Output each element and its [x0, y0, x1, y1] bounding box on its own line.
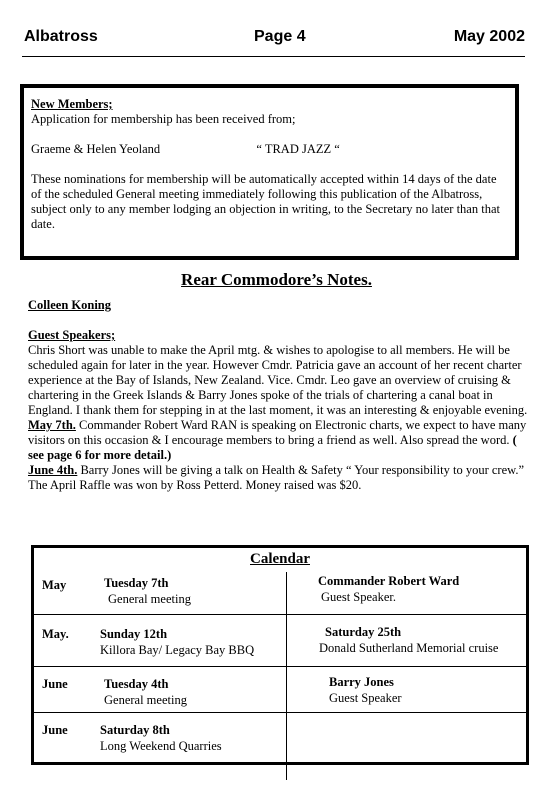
- issue-date: May 2002: [453, 28, 525, 45]
- calendar-right-title: Barry Jones: [329, 675, 394, 689]
- calendar-date: Tuesday 7th: [104, 576, 169, 590]
- may7-paragraph: [28, 418, 528, 463]
- calendar-date: Sunday 12th: [100, 627, 168, 641]
- raffle-result: The April Raffle was won by Ross Petterd. Money raised was $20.: [28, 478, 362, 492]
- calendar-right-sub: Guest Speaker.: [321, 590, 396, 604]
- page-number: Page 4: [254, 28, 306, 45]
- section-title: Rear Commodore’s Notes.: [181, 270, 372, 289]
- calendar-month: June: [42, 723, 68, 737]
- new-members-box: [20, 84, 519, 260]
- calendar-month: May.: [42, 627, 69, 641]
- calendar-title: Calendar: [250, 551, 310, 567]
- calendar-row: [34, 712, 526, 763]
- guest-speakers-paragraph: Chris Short was unable to make the April mtg. & wishes to apologise to all members. He will be scheduled again for later in the year. However Cmdr. Patricia gave an account of her recent charter experience at the Bay of Islands, New Zealand. Vice. Cmdr. Leo gave an overview of cruising & chartering in the Greek Islands & Barry Jones spoke of the trials of chartering a canal boat in England. I thank them for stepping in at the last moment, it was an interesting & enjoyable evening.: [28, 343, 528, 417]
- calendar-right-title: Saturday 25th: [325, 625, 402, 639]
- calendar-date: Saturday 8th: [100, 723, 170, 737]
- newsletter-name: Albatross: [24, 28, 98, 45]
- applicant-name: Graeme & Helen Yeoland: [31, 142, 161, 156]
- calendar-month: June: [42, 677, 68, 691]
- calendar-row: [34, 572, 526, 610]
- calendar-box: [31, 545, 529, 765]
- calendar-row: [34, 666, 526, 713]
- june4-paragraph: [28, 463, 528, 478]
- author-name: Colleen Koning: [28, 298, 111, 312]
- may7-text: Commander Robert Ward RAN is speaking on Electronic charts, we expect to have many visitors on this occasion & I encourage members to bring a friend as well. Also spread the word.: [28, 418, 527, 447]
- nomination-notice: These nominations for membership will be automatically accepted within 14 days of the date of the scheduled General meeting immediately following this publication of the Albatross, subject only to any member lodging an objection in writing, to the Secretary no later than that date.: [31, 172, 500, 231]
- june4-label: June 4th.: [28, 463, 78, 477]
- calendar-right-sub: Guest Speaker: [329, 691, 402, 705]
- new-members-intro: Application for membership has been received from;: [31, 112, 296, 126]
- calendar-right-sub: Donald Sutherland Memorial cruise: [319, 641, 499, 655]
- may7-reference: ( see page 6 for more detail.): [28, 433, 517, 462]
- new-members-heading: New Members;: [31, 97, 113, 111]
- applicant-boat: “ TRAD JAZZ “: [256, 142, 340, 156]
- header-rule: [22, 56, 525, 57]
- calendar-event: General meeting: [104, 693, 187, 707]
- june4-text: Barry Jones will be giving a talk on Health & Safety “ Your responsibility to your crew.”: [77, 463, 525, 477]
- page-header: [22, 28, 525, 54]
- calendar-event: Long Weekend Quarries: [100, 739, 222, 753]
- calendar-date: Tuesday 4th: [104, 677, 169, 691]
- calendar-month: May: [42, 578, 67, 592]
- calendar-event: General meeting: [108, 592, 191, 606]
- calendar-event: Killora Bay/ Legacy Bay BBQ: [100, 643, 255, 657]
- calendar-row: [34, 614, 526, 667]
- may7-label: May 7th.: [28, 418, 76, 432]
- notes-body: [28, 298, 528, 493]
- applicant-line: [31, 142, 508, 157]
- calendar-right-title: Commander Robert Ward: [318, 574, 460, 588]
- guest-speakers-heading: Guest Speakers;: [28, 328, 116, 342]
